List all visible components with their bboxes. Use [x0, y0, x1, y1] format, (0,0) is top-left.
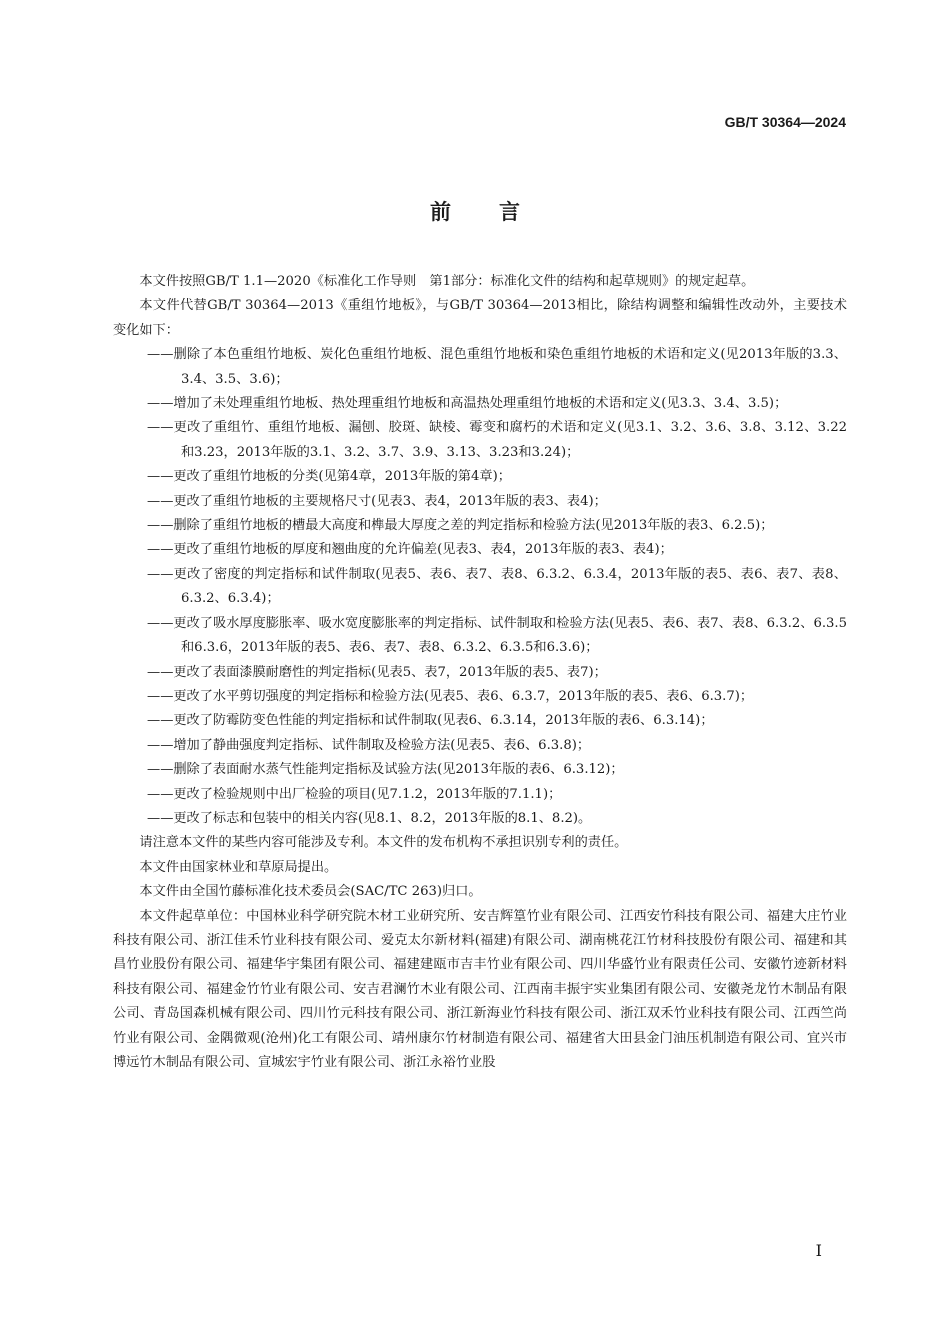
change-item: ——更改了防霉防变色性能的判定指标和试件制取(见表6、6.3.14，2013年版的表6、6.3.14)； [147, 713, 714, 729]
drafting-units-paragraph: 本文件起草单位：中国林业科学研究院木材工业研究所、安吉辉篁竹业有限公司、江西安竹科技有限公司、福建大庄竹业科技有限公司、浙江佳禾竹业科技有限公司、爱克太尔新材料(福建)有限公司、湖南桃花江竹材科技股份有限公司、福建和其昌竹业股份有限公司、福建华宇集团有限公司、福建建瓯市吉丰竹业有限公司、四川华盛竹业有限责任公司、安徽竹迹新材料科技有限公司、福建金竹竹业有限公司、安吉君澜竹木业有限公司、江西南丰振宇实业集团有限公司、安徽尧龙竹木制品有限公司、青岛国森机械有限公司、四川竹元科技有限公司、浙江新海业竹科技有限公司、浙江双禾竹业科技有限公司、江西竺尚竹业有限公司、金隅微观(沧州)化工有限公司、靖州康尔竹材制造有限公司、福建省大田县金门油压机制造有限公司、宜兴市博远竹木制品有限公司、宣城宏宇竹业有限公司、浙江永裕竹业股 [113, 908, 847, 1070]
paragraph: 本文件按照GB/T 1.1—2020《标准化工作导则 第1部分：标准化文件的结构和起草规则》的规定起草。 [139, 274, 755, 289]
change-item: ——增加了未处理重组竹地板、热处理重组竹地板和高温热处理重组竹地板的术语和定义(见3.3、3.4、3.5)； [147, 396, 788, 412]
paragraph: 请注意本文件的某些内容可能涉及专利。本文件的发布机构不承担识别专利的责任。 [139, 835, 628, 851]
change-item: ——更改了重组竹地板的主要规格尺寸(见表3、表4，2013年版的表3、表4)； [147, 493, 607, 509]
standard-code: GB/T 30364—2024 [724, 114, 846, 130]
change-item: ——更改了密度的判定指标和试件制取(见表5、表6、表7、表8、6.3.2、6.3.4，2013年版的表5、表6、表7、表8、6.3.2、6.3.4)； [147, 566, 847, 607]
change-item: ——删除了本色重组竹地板、炭化色重组竹地板、混色重组竹地板和染色重组竹地板的术语和定义(见2013年版的3.3、3.4、3.5、3.6)； [147, 347, 847, 387]
change-item: ——更改了重组竹地板的分类(见第4章，2013年版的第4章)； [147, 469, 511, 485]
page-number: Ⅰ [815, 1241, 822, 1260]
change-item: ——删除了重组竹地板的槽最大高度和榫最大厚度之差的判定指标和检验方法(见2013年版的表3、6.2.5)； [147, 518, 774, 534]
change-item: ——更改了标志和包装中的相关内容(见8.1、8.2，2013年版的8.1、8.2)。 [147, 810, 592, 826]
paragraph: 本文件代替GB/T 30364—2013《重组竹地板》，与GB/T 30364—2013相比，除结构调整和编辑性改动外，主要技术变化如下： [113, 298, 847, 338]
change-item: ——更改了水平剪切强度的判定指标和检验方法(见表5、表6、6.3.7，2013年版的表5、表6、6.3.7)； [147, 688, 754, 704]
change-item: ——更改了检验规则中出厂检验的项目(见7.1.2，2013年版的7.1.1)； [147, 786, 562, 802]
change-item: ——更改了表面漆膜耐磨性的判定指标(见表5、表7，2013年版的表5、表7)； [147, 664, 607, 680]
paragraph: 本文件由全国竹藤标准化技术委员会(SAC/TC 263)归口。 [139, 884, 482, 900]
change-item: ——更改了重组竹、重组竹地板、漏刨、胶斑、缺棱、霉变和腐朽的术语和定义(见3.1、3.2、3.6、3.8、3.12、3.22和3.23，2013年版的3.1、3.2、3.7、3.9、3.13、3.23和3.24)； [147, 420, 847, 460]
change-item: ——更改了吸水厚度膨胀率、吸水宽度膨胀率的判定指标、试件制取和检验方法(见表5、表6、表7、表8、6.3.2、6.3.5和6.3.6，2013年版的表5、表6、表7、表8、6.3.2、6.3.5和6.3.6)； [147, 615, 847, 656]
change-item: ——增加了静曲强度判定指标、试件制取及检验方法(见表5、表6、6.3.8)； [147, 737, 591, 753]
page-title: 前言 [430, 200, 568, 224]
document-body [113, 270, 847, 1075]
change-item: ——更改了重组竹地板的厚度和翘曲度的允许偏差(见表3、表4，2013年版的表3、表4)； [147, 542, 673, 558]
paragraph: 本文件由国家林业和草原局提出。 [139, 859, 338, 875]
change-item: ——删除了表面耐水蒸气性能判定指标及试验方法(见2013年版的表6、6.3.12)； [147, 762, 624, 778]
